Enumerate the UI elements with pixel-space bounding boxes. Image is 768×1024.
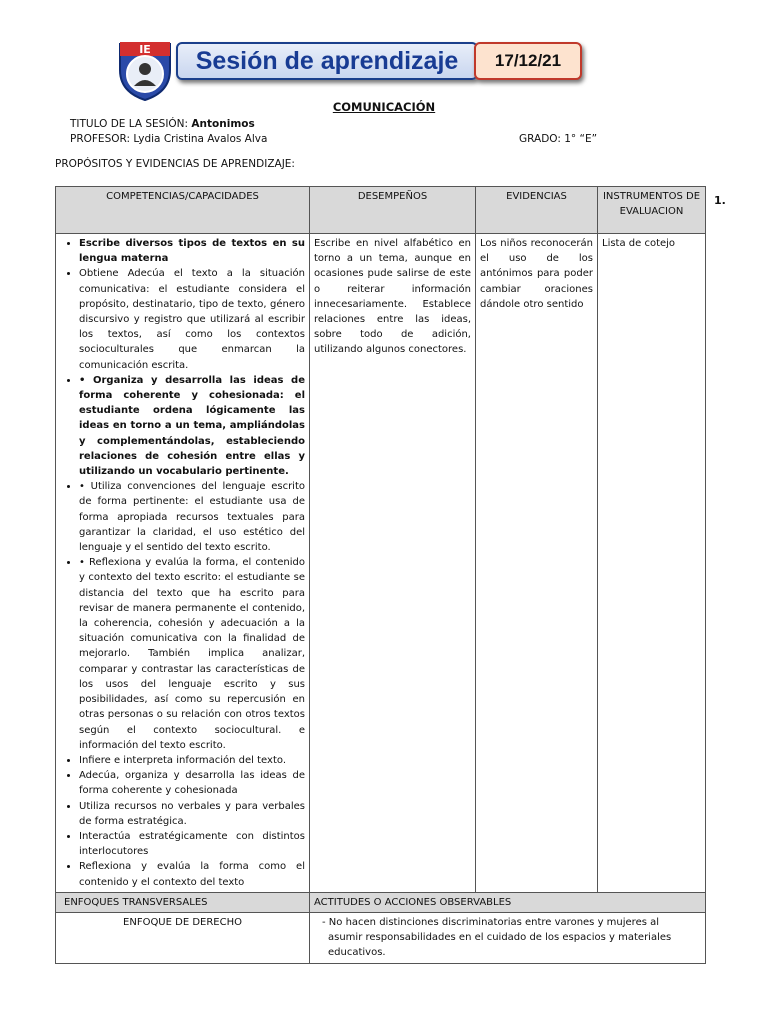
session-title-line [70, 118, 255, 130]
competencia-item: • Interactúa estratégicamente con distintos interlocutores [79, 829, 305, 859]
competencias-list [56, 236, 305, 890]
evidencias-cell: Los niños reconocerán el uso de los antónimos para poder cambiar oraciones dándole otro sentido [476, 234, 598, 893]
instrumento-cell: Lista de cotejo [598, 234, 706, 893]
teacher-label: PROFESOR: [70, 133, 131, 145]
competencia-item: • Infiere e interpreta información del texto. [79, 753, 305, 768]
side-number: 1. [714, 194, 726, 207]
teacher-value: Lydia Cristina Avalos Alva [133, 133, 268, 145]
crest-letters: IE [139, 43, 151, 56]
competencia-item: • • Utiliza convenciones del lenguaje escrito de forma pertinente: el estudiante usa de forma apropiada recursos textuales para garantizar la claridad, el uso estético del lenguaje y el sentido del texto escrito. [79, 479, 305, 555]
subject-area: COMUNICACIÓN [332, 100, 436, 114]
session-title-label: TITULO DE LA SESIÓN: [70, 118, 189, 130]
desempenos-cell: Escribe en nivel alfabético en torno a un tema, aunque en ocasiones pude salirse de este o reiterar información innecesariamente. Establece relaciones entre las ideas, sobre todo de adición, utilizando algunos conectores. [310, 234, 476, 893]
purposes-heading: PROPÓSITOS Y EVIDENCIAS DE APRENDIZAJE: [55, 158, 295, 170]
session-date: 17/12/21 [474, 42, 582, 80]
teacher-line [70, 133, 267, 145]
header-competencias: COMPETENCIAS/CAPACIDADES [56, 187, 310, 234]
competencias-cell [56, 234, 310, 893]
competencia-item: • Obtiene Adecúa el texto a la situación comunicativa: el estudiante considera el propósito, destinatario, tipo de texto, género discursivo y registro que utilizará al escribir los textos, así como los contextos socioculturales que enmarcan la comunicación escrita. [79, 266, 305, 372]
document-title: Sesión de aprendizaje [176, 42, 478, 80]
session-title-value: Antonimos [191, 118, 255, 130]
competencia-item: • • Organiza y desarrolla las ideas de forma coherente y cohesionada: el estudiante ordena lógicamente las ideas en torno a un tema, ampliándolas y complementándolas, estableciendo relaciones de cohesión entre ellas y utilizando un vocabulario pertinente. [79, 373, 305, 479]
competencia-item: • Adecúa, organiza y desarrolla las ideas de forma coherente y cohesionada [79, 768, 305, 798]
header-instrumentos: INSTRUMENTOS DE EVALUACION [598, 187, 706, 234]
competencia-item: • Utiliza recursos no verbales y para verbales de forma estratégica. [79, 799, 305, 829]
grade-value: 1° “E” [564, 133, 598, 145]
competencia-item: • • Reflexiona y evalúa la forma, el contenido y contexto del texto escrito: el estudiante se distancia del texto que ha escrito para revisar de manera permanente el contenido, la coherencia, cohesión y adecuación a la situación comunicativa con la finalidad de mejorarlo. También implica analizar, comparar y contrastar las características de los usos del lenguaje escrito y sus posibilidades, así como su repercusión en otras personas o su relación con otros textos según el contexto sociocultural. e información del texto escrito. [79, 555, 305, 753]
header-desempenos: DESEMPEÑOS [310, 187, 476, 234]
header-evidencias: EVIDENCIAS [476, 187, 598, 234]
grade-label: GRADO: [519, 133, 561, 145]
enfoques-header: ENFOQUES TRANSVERSALES [56, 892, 310, 912]
actitud-cell: - No hacen distinciones discriminatorias entre varones y mujeres al asumir responsabilidades en el cuidado de los espacios y materiales educativos. [310, 912, 706, 963]
grade-line [519, 133, 597, 145]
table-row [56, 234, 706, 893]
actitudes-header: ACTITUDES O ACCIONES OBSERVABLES [310, 892, 706, 912]
enfoque-row [56, 912, 706, 963]
school-crest-icon [112, 36, 178, 102]
competencia-item: • Reflexiona y evalúa la forma como el contenido y el contexto del texto [79, 859, 305, 889]
competencia-item: • Escribe diversos tipos de textos en su lengua materna [79, 236, 305, 266]
enfoques-header-row [56, 892, 706, 912]
document-header [108, 36, 588, 102]
enfoque-cell: ENFOQUE DE DERECHO [56, 912, 310, 963]
table-header-row [56, 187, 706, 234]
learning-purposes-table [55, 186, 706, 964]
